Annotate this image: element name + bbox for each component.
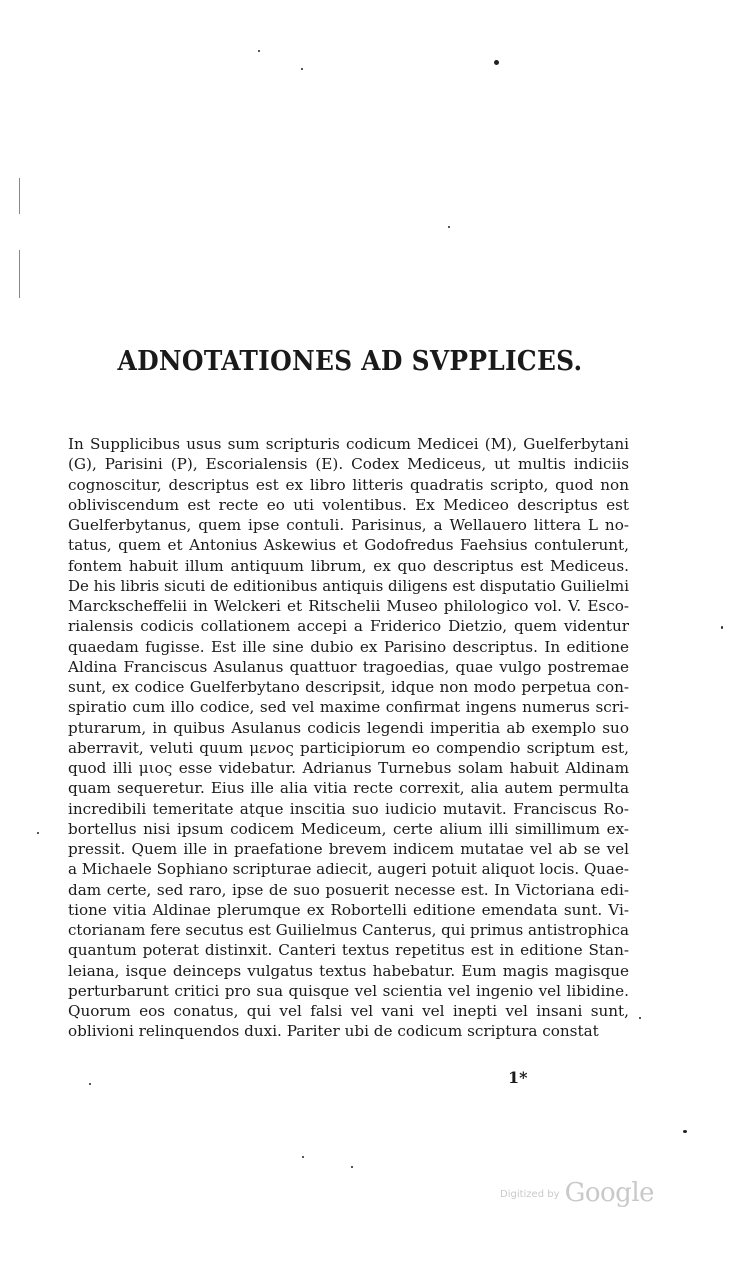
- scan-speck: [494, 60, 499, 65]
- text-line: Quorum eos conatus, qui vel falsi vel vani vel inepti vel insani sunt,: [68, 1002, 629, 1020]
- scan-speck: [258, 50, 260, 52]
- scan-speck: [448, 226, 450, 228]
- page-title: ADNOTATIONES AD SVPPLICES.: [117, 346, 583, 378]
- scan-speck: [721, 626, 723, 629]
- text-line: Guelferbytanus, quem ipse contuli. Parisinus, a Wellauero littera L no-: [68, 516, 629, 534]
- scan-edge-line: [19, 250, 20, 298]
- text-line: pturarum, in quibus Asulanus codicis legendi imperitia ab exemplo suo: [68, 718, 629, 737]
- scan-speck: [351, 1166, 353, 1168]
- text-line: spiratio cum illo codice, sed vel maxime confirmat ingens numerus scri-: [68, 698, 629, 717]
- scan-speck: [639, 1017, 641, 1019]
- watermark-prefix: Digitized by: [500, 1189, 560, 1200]
- text-line: aberravit, veluti quum μενος participiorum eo compendio scriptum est,: [68, 738, 629, 757]
- text-line: In Supplicibus usus sum scripturis codicum Medicei (M), Guelferbytani: [68, 435, 629, 453]
- text-line: quod illi μιος esse videbatur. Adrianus Turnebus solam habuit Aldinam: [68, 759, 629, 777]
- text-line: tatus, quem et Antonius Askewius et Godofredus Faehsius contulerunt,: [68, 536, 629, 555]
- text-line: bortellus nisi ipsum codicem Mediceum, certe alium illi simillimum ex-: [68, 819, 629, 838]
- digitized-watermark: [500, 1178, 654, 1208]
- text-line: oblivioni relinquendos duxi. Pariter ubi de codicum scriptura constat: [68, 1022, 599, 1041]
- text-line: a Michaele Sophiano scripturae adiecit, augeri potuit aliquot locis. Quae-: [68, 860, 629, 879]
- text-line: cognoscitur, descriptus est ex libro litteris quadratis scripto, quod non: [68, 475, 629, 494]
- text-line: quantum poterat distinxit. Canteri textus repetitus est in editione Stan-: [68, 941, 629, 960]
- text-line: fontem habuit illum antiquum librum, ex quo descriptus est Mediceus.: [68, 556, 629, 575]
- body-text: [68, 434, 629, 1042]
- text-line: tione vitia Aldinae plerumque ex Robortelli editione emendata sunt. Vi-: [68, 900, 629, 919]
- text-line: Marckscheffelii in Welckeri et Ritschelii Museo philologico vol. V. Esco-: [68, 597, 629, 615]
- text-line: De his libris sicuti de editionibus antiquis diligens est disputatio Guilielmi: [68, 576, 629, 595]
- scan-speck: [37, 832, 39, 834]
- scan-speck: [301, 68, 303, 70]
- scan-speck: [89, 1083, 91, 1085]
- text-line: quaedam fugisse. Est ille sine dubio ex Parisino descriptus. In editione: [68, 637, 629, 656]
- text-line: incredibili temeritate atque inscitia suo iudicio mutavit. Franciscus Ro-: [68, 799, 629, 818]
- text-line: sunt, ex codice Guelferbytano descripsit, idque non modo perpetua con-: [68, 678, 629, 696]
- text-line: rialensis codicis collationem accepi a Friderico Dietzio, quem videntur: [68, 617, 629, 636]
- scan-speck: [683, 1130, 687, 1133]
- text-line: ctorianam fere secutus est Guilielmus Canterus, qui primus antistrophica: [68, 921, 629, 939]
- text-line: leiana, isque deinceps vulgatus textus habebatur. Eum magis magisque: [68, 961, 629, 980]
- text-line: Aldina Franciscus Asulanus quattuor tragoedias, quae vulgo postremae: [68, 657, 629, 676]
- signature-mark: 1*: [508, 1068, 528, 1087]
- text-line: perturbarunt critici pro sua quisque vel scientia vel ingenio vel libidine.: [68, 981, 629, 1000]
- text-line: (G), Parisini (P), Escorialensis (E). Codex Mediceus, ut multis indiciis: [68, 455, 629, 474]
- text-line: quam sequeretur. Eius ille alia vitia recte correxit, alia autem permulta: [68, 779, 629, 798]
- text-line: obliviscendum est recte eo uti volentibus. Ex Mediceo descriptus est: [68, 495, 629, 514]
- scan-edge-line: [19, 178, 20, 214]
- scan-speck: [302, 1156, 304, 1158]
- text-line: dam certe, sed raro, ipse de suo posuerit necesse est. In Victoriana edi-: [68, 880, 629, 899]
- text-line: pressit. Quem ille in praefatione brevem indicem mutatae vel ab se vel: [68, 840, 629, 858]
- watermark-brand: Google: [564, 1178, 655, 1208]
